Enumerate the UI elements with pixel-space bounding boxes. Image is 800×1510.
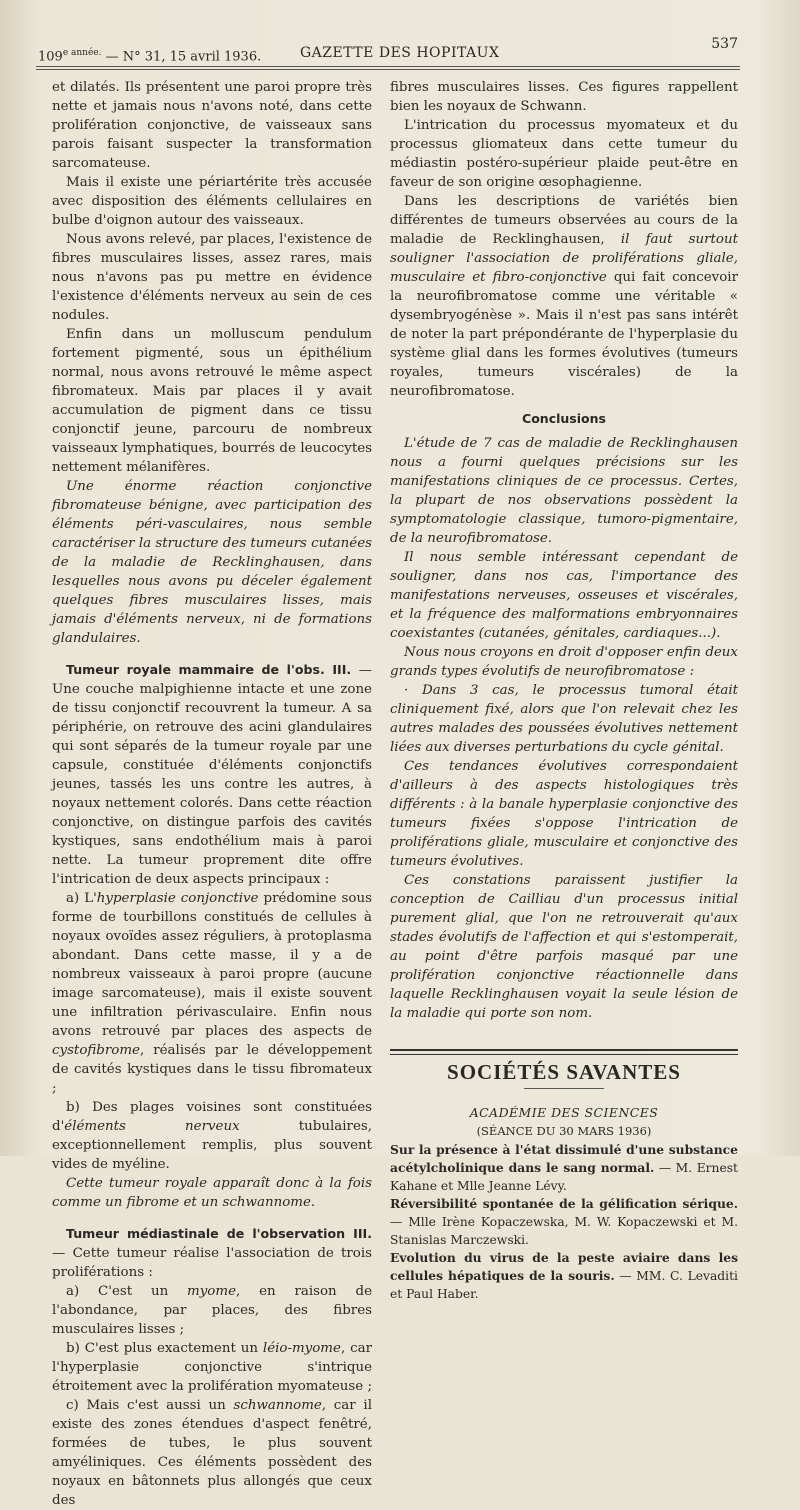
year-word: e année. [62,48,102,58]
paragraph: fibres musculaires lisses. Ces figures rappellent bien les noyaux de Schwann. [390,80,738,114]
issue-info [38,48,261,64]
paragraph: et dilatés. Ils présentent une paroi propre très nette et jamais nous n'avons noté, dans cette prolifération conjonctive, de vaisseaux sans parois faisant suspecter la transformation sarcomateuse. [52,80,372,171]
item-text: , car l'hyperplasie conjonctive s'intrique étroitement avec la prolifération myomateuse ; [52,1341,372,1394]
subheading: Tumeur royale mammaire de l'obs. III. [66,662,352,677]
paragraph-text: Dans les descriptions de variétés bien différentes de tumeurs observées au cours de la maladie de Recklinghausen, [390,194,738,247]
communication-title: Réversibilité spontanée de la gélification sérique. [390,1196,738,1211]
communication-title: Sur la présence à l'état dissimulé d'une substance acétylcholinique dans le sang normal. [390,1142,738,1175]
header-rule [36,66,740,70]
list-item [52,1098,372,1174]
page-number: 537 [711,36,738,52]
communication-title: Evolution du virus de la peste aviaire dans les cellules hépatiques de la souris. [390,1250,738,1283]
communication-authors: — M. Ernest Kahane et Mlle Jeanne Lévy. [390,1161,738,1193]
societes-savantes-heading: SOCIÉTÉS SAVANTES [447,1060,681,1084]
paragraph [52,660,372,889]
item-emphasis: éléments nerveux [64,1119,240,1134]
conclusion-paragraph: Ces tendances évolutives correspondaient d'ailleurs à des aspects histologiques très différents : à la banale hyperplasie conjonctive des tumeurs fixées s'oppose l'intrication de proliférations gliale, musculaire et conjonctive des tumeurs évolutives. [390,759,738,869]
academie-heading: ACADÉMIE DES SCIENCES [469,1105,659,1120]
item-emphasis: hyperplasie conjonctive [96,891,259,906]
communication-item [390,1141,738,1195]
paragraph: L'intrication du processus myomateux et du processus gliomateux dans cette tumeur du médiastin postéro-supérieur plaide peut-être en faveur de son origine œsophagienne. [390,118,738,190]
list-item [52,889,372,1098]
journal-title: GAZETTE DES HOPITAUX [300,45,500,61]
item-text: c) Mais c'est aussi un [66,1398,234,1413]
paragraph [52,1224,372,1282]
paragraph: Mais il existe une périartérite très accusée avec disposition des éléments cellulaires en bulbe d'oignon autour des vaisseaux. [52,175,372,228]
item-text: b) Des plages voisines sont constituées d' [52,1100,372,1134]
paragraph-emphasis: il faut surtout souligner l'association de proliférations gliale, musculaire et fibro-conjonctive [390,232,738,285]
conclusion-paragraph: Nous nous croyons en droit d'opposer enfin deux grands types évolutifs de neurofibromatose : [390,645,738,679]
communication-authors: — MM. C. Levaditi et Paul Haber. [390,1269,738,1301]
item-text: a) C'est un [66,1284,188,1299]
communication-authors: — Mlle Irène Kopaczewska, M. W. Kopaczewski et M. Stanislas Marczewski. [390,1215,738,1247]
page-header [38,36,738,68]
paragraph-text: qui fait concevoir la neurofibromatose comme une véritable « dysembryogénèse ». Mais il n'est pas sans intérêt de noter la part prépondérante de l'hyperplasie du système glial dans les formes évolutives (tumeurs royales, tumeurs viscérales) de la neurofibromatose. [390,270,738,399]
list-item [52,1282,372,1339]
item-text: , car il existe des zones étendues d'aspect fenêtré, formées de tubes, le plus souvent amyéliniques. Ces éléments possèdent des noyaux en bâtonnets plus allongés que ceux des [52,1398,372,1508]
seance-date: (SÉANCE DU 30 MARS 1936) [476,1124,652,1138]
short-divider [524,1088,604,1089]
paragraph-text: — Une couche malpighienne intacte et une zone de tissu conjonctif recouvrent la tumeur. A sa périphérie, on retrouve des acini glandulaires qui sont séparés de la tumeur royale par une capsule, constituée d'éléments conjonctifs jeunes, tassés les uns contre les autres, à noyaux nettement colorés. Dans cette réaction conjonctive, on distingue parfois des cavités kystiques, sans endothélium mais à paroi nette. La tumeur proprement dite offre l'intrication de deux aspects principaux : [52,663,372,887]
item-emphasis: cystofibrome [52,1043,140,1058]
paragraph-text: — Cette tumeur réalise l'association de trois proliférations : [52,1246,372,1280]
item-text: b) C'est plus exactement un [66,1341,263,1356]
item-emphasis: schwannome [233,1398,322,1413]
conclusions-heading: Conclusions [522,411,606,426]
conclusion-paragraph: Ces constations paraissent justifier la conception de Cailliau d'un processus initial purement glial, que l'on ne retrouverait qu'aux stades évolutifs de l'affection et qui s'estomperait, au point d'être parfois masqué par une prolifération conjonctive réactionnelle dans laquelle Recklinghausen voyait la seule lésion de la maladie qui porte son nom. [390,873,738,1021]
communication-item [390,1249,738,1303]
conclusion-paragraph: L'étude de 7 cas de maladie de Recklinghausen nous a fourni quelques précisions sur les manifestations cliniques de ce processus. Certes, la plupart de nos observations possèdent la symptomatologie classique, tumoro-pigmentaire, de la neurofibromatose. [390,436,738,546]
conclusion-paragraph: Il nous semble intéressant cependant de souligner, dans nos cas, l'importance des manifestations nerveuses, osseuses et viscérales, et la fréquence des malformations embryonnaires coexistantes (cutanées, génitales, cardiaques...). [390,550,738,641]
left-column [52,78,372,1510]
item-text: prédomine sous forme de tourbillons constitués de cellules à noyaux ovoïdes assez réguliers, à protoplasma abondant. Dans cette masse, il y a de nombreux vaisseaux à paroi propre (aucune image sarcomateuse), mais il existe souvent une infiltration périvasculaire. Enfin nous avons retrouvé par places des aspects de [52,891,372,1039]
communication-item [390,1195,738,1249]
subheading: Tumeur médiastinale de l'observation III. [66,1226,372,1241]
item-emphasis: myome [187,1284,236,1299]
item-text: a) L' [66,891,97,906]
item-text: , en raison de l'abondance, par places, des fibres musculaires lisses ; [52,1284,372,1337]
paragraph [390,192,738,401]
issue-date: — N° 31, 15 avril 1936. [105,49,262,65]
paragraph: Cette tumeur royale apparaît donc à la fois comme un fibrome et un schwannome. [52,1176,372,1210]
year-number: 109 [38,49,63,65]
right-column [390,78,738,1303]
item-text: , réalisés par le développement de cavités kystiques dans le tissu fibromateux ; [52,1043,372,1096]
item-text: tubulaires, exceptionnellement remplis, plus souvent vides de myéline. [52,1119,372,1172]
section-divider [390,1049,738,1055]
list-item [52,1339,372,1396]
paragraph: Enfin dans un molluscum pendulum fortement pigmenté, sous un épithélium normal, nous avons retrouvé le même aspect fibromateux. Mais par places il y avait accumulation de pigment dans ce tissu conjonctif jeune, parcouru de nombreux vaisseaux lymphatiques, bourrés de leucocytes nettement mélanifères. [52,327,372,475]
summary-paragraph: Une énorme réaction conjonctive fibromateuse bénigne, avec participation des éléments péri-vasculaires, nous semble caractériser la structure des tumeurs cutanées de la maladie de Recklinghausen, dans lesquelles nous avons pu déceler également quelques fibres musculaires lisses, mais jamais d'éléments nerveux, ni de formations glandulaires. [52,479,372,646]
item-emphasis: léio-myome [262,1341,341,1356]
list-item [52,1396,372,1510]
paragraph: Nous avons relevé, par places, l'existence de fibres musculaires lisses, assez rares, mais nous n'avons pas pu mettre en évidence l'existence d'éléments nerveux au sein de ces nodules. [52,232,372,323]
conclusion-paragraph: · Dans 3 cas, le processus tumoral était cliniquement fixé, alors que l'on relevait chez les autres malades des poussées évolutives nettement liées aux diverses perturbations du cycle génital. [390,683,738,755]
